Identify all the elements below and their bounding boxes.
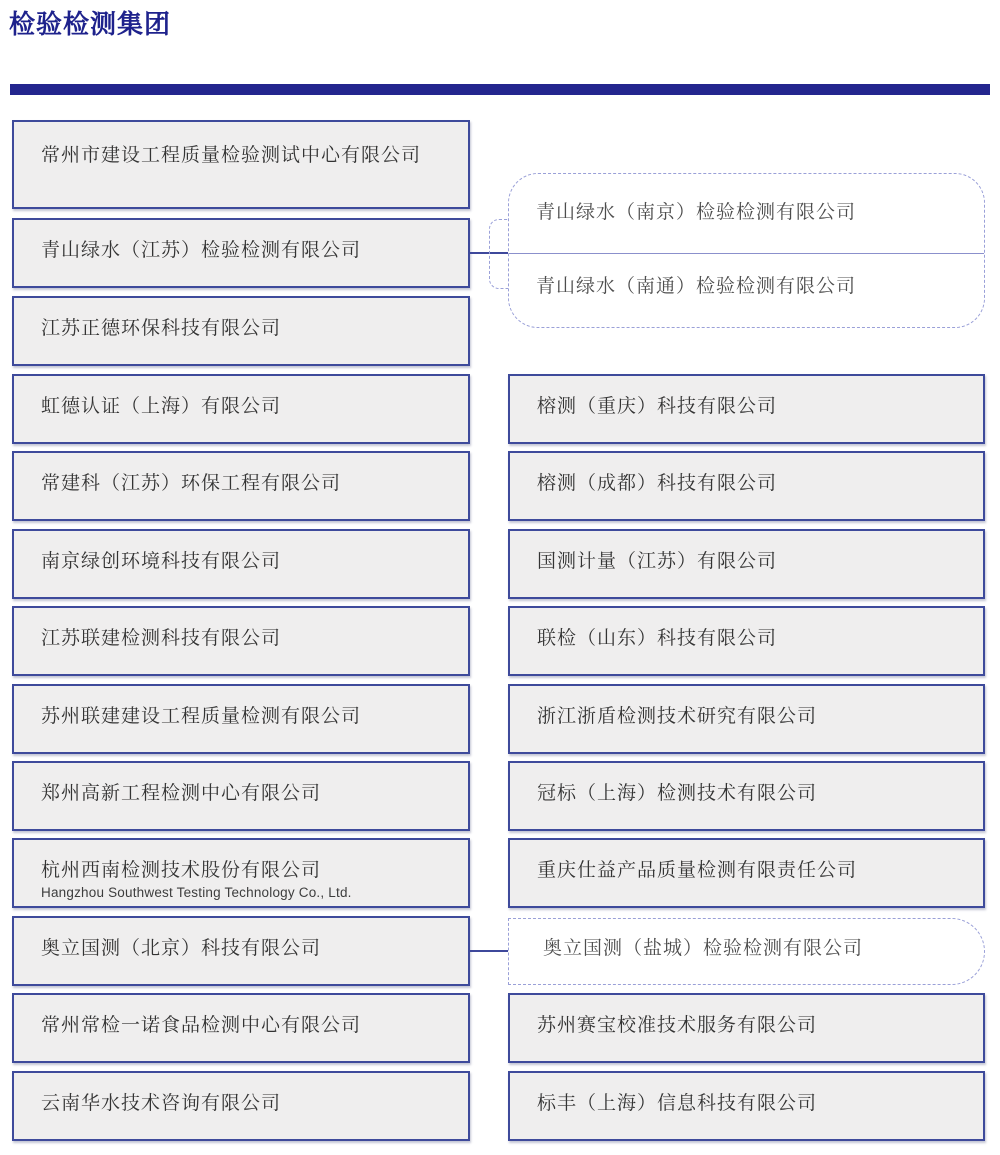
company-box: [508, 529, 985, 599]
company-box: [508, 684, 985, 754]
company-name: 江苏正德环保科技有限公司: [41, 318, 282, 339]
company-box: [508, 606, 985, 676]
company-name: 江苏联建检测科技有限公司: [41, 628, 282, 649]
company-name: 榕测（重庆）科技有限公司: [537, 396, 778, 417]
company-name: 常州常检一诺食品检测中心有限公司: [41, 1015, 362, 1036]
company-name: 苏州联建建设工程质量检测有限公司: [41, 706, 362, 727]
company-box: [12, 451, 470, 521]
company-name: 标丰（上海）信息科技有限公司: [537, 1093, 818, 1114]
company-box: [12, 838, 470, 908]
company-box: [12, 761, 470, 831]
company-box: [12, 1071, 470, 1141]
company-name: 南京绿创环境科技有限公司: [41, 551, 282, 572]
company-name: 常建科（江苏）环保工程有限公司: [41, 473, 342, 494]
page-title: 检验检测集团: [9, 9, 172, 39]
company-box: [12, 218, 470, 288]
company-box: [12, 529, 470, 599]
accent-divider-bar: [10, 84, 990, 95]
company-name: 郑州高新工程检测中心有限公司: [41, 783, 322, 804]
company-box: [12, 374, 470, 444]
company-box: [508, 993, 985, 1063]
company-name: 联检（山东）科技有限公司: [537, 628, 778, 649]
company-box: [508, 374, 985, 444]
connector-line: [470, 950, 508, 952]
company-box: [12, 993, 470, 1063]
branch-bracket: [489, 219, 509, 289]
company-name: 杭州西南检测技术股份有限公司: [41, 860, 322, 881]
company-name: 国测计量（江苏）有限公司: [537, 551, 778, 572]
company-box: [12, 684, 470, 754]
company-name: 奥立国测（盐城）检验检测有限公司: [543, 938, 864, 959]
company-name-english: Hangzhou Southwest Testing Technology Co., Ltd.: [41, 885, 352, 900]
company-box: [508, 838, 985, 908]
company-name: 苏州赛宝校准技术服务有限公司: [537, 1015, 818, 1036]
company-name: 青山绿水（江苏）检验检测有限公司: [41, 240, 362, 261]
company-name: 榕测（成都）科技有限公司: [537, 473, 778, 494]
company-name: 常州市建设工程质量检验测试中心有限公司: [41, 145, 422, 166]
branch-group-box: [508, 173, 985, 328]
company-name: 重庆仕益产品质量检测有限责任公司: [537, 860, 858, 881]
company-name: 青山绿水（南通）检验检测有限公司: [536, 276, 857, 297]
company-name: 奥立国测（北京）科技有限公司: [41, 938, 322, 959]
company-box: [12, 916, 470, 986]
company-box: [508, 1071, 985, 1141]
group-divider-line: [509, 253, 984, 254]
company-box: [12, 120, 470, 209]
company-name: 冠标（上海）检测技术有限公司: [537, 783, 818, 804]
company-name: 虹德认证（上海）有限公司: [41, 396, 282, 417]
company-name: 青山绿水（南京）检验检测有限公司: [536, 202, 857, 223]
company-box: [12, 296, 470, 366]
branch-company-box: [508, 918, 985, 985]
company-box: [12, 606, 470, 676]
company-box: [508, 761, 985, 831]
company-name: 云南华水技术咨询有限公司: [41, 1093, 282, 1114]
company-name: 浙江浙盾检测技术研究有限公司: [537, 706, 818, 727]
company-box: [508, 451, 985, 521]
